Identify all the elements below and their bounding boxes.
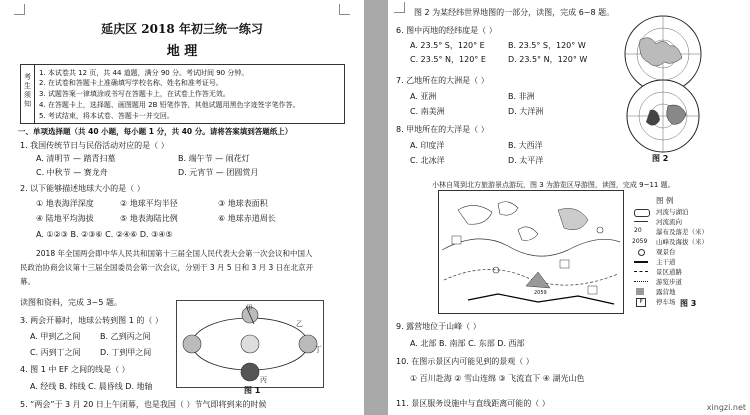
- question-2: 2. 以下能够描述地球大小的是（ ）: [20, 184, 145, 193]
- option-b: B. 乙到丙之间: [100, 332, 151, 341]
- passage-line: 民政治协商会议第十三届全国委员会第一次会议，分别于 3 月 5 日和 3 月 3 日在北京开: [20, 263, 314, 272]
- figure-3-intro: 小林自驾到北方旅游景点游玩，图 3 为游览区导游图，读图，完成 9~11 题。: [432, 181, 675, 189]
- crop-mark: [339, 4, 350, 15]
- option-a: A. 印度洋: [410, 141, 445, 150]
- question-10-choices: ① 百川赴海 ② 雪山连绵 ③ 飞流直下 ④ 湖光山色: [410, 374, 585, 383]
- legend-item: 游览步道: [656, 278, 682, 286]
- question-1: 1. 我国传统节日与民俗活动对应的是（ ）: [20, 141, 169, 150]
- option-d: D. 丁到甲之间: [100, 348, 152, 357]
- option-d: D. 大洋洲: [508, 107, 544, 116]
- legend-item: 河流流向: [656, 218, 682, 226]
- option-a: A. 23.5° S，120° E: [410, 41, 485, 50]
- river-flow-icon: [634, 221, 648, 222]
- statement-3: ③ 地球表面积: [218, 199, 268, 208]
- orbit-label-yi: 乙: [296, 320, 303, 328]
- legend-item: 露营地: [656, 288, 676, 296]
- scenic-road-icon: [634, 271, 648, 272]
- footpath-icon: [634, 281, 648, 282]
- legend-title: 图 例: [656, 196, 674, 205]
- figure-3-caption: 图 3: [680, 299, 697, 308]
- statement-5: ⑤ 地表海陆比例: [120, 214, 178, 223]
- option-b: B. 端午节 — 闹花灯: [178, 154, 250, 163]
- figure-2-intro: 图 2 为某经纬世界地图的一部分，读图，完成 6~8 题。: [414, 8, 615, 17]
- read-prompt: 读图和资料，完成 3~5 题。: [20, 298, 122, 307]
- question-4-choices: A. 经线 B. 纬线 C. 晨昏线 D. 地轴: [30, 382, 153, 391]
- option-c: C. 南美洲: [410, 107, 445, 116]
- waterfall-icon: 20: [634, 227, 642, 234]
- figure-1-caption: 图 1: [244, 386, 261, 395]
- left-page: [0, 0, 364, 415]
- option-d: D. 太平洋: [508, 156, 544, 165]
- section-heading: 一、单项选择题（共 40 小题，每小题 1 分，共 40 分。请将答案填到答题纸上）: [18, 127, 293, 136]
- question-9: 9. 露营地位于山峰（ ）: [396, 322, 481, 331]
- notice-line: 5. 考试结束，将本试卷、答题卡一并交回。: [39, 112, 174, 120]
- notice-line: 3. 试题答案一律填涂或书写在答题卡上，在试卷上作答无效。: [39, 90, 230, 98]
- question-2-choices: A. ①②③ B. ②③⑥ C. ②④⑥ D. ③④⑤: [36, 230, 173, 239]
- statement-6: ⑥ 地球赤道周长: [218, 214, 276, 223]
- question-6: 6. 图中丙地的经纬度是（ ）: [396, 26, 497, 35]
- scenic-map: [438, 190, 624, 314]
- legend-item: 瀑布及落差（米）: [656, 228, 708, 236]
- viewpoint-icon: [638, 249, 645, 256]
- legend-item: 河流与湖泊: [656, 208, 689, 216]
- statement-1: ① 地表海洋深度: [36, 199, 94, 208]
- subject-title: 地 理: [166, 44, 198, 59]
- option-b: B. 23.5° S，120° W: [508, 41, 586, 50]
- option-a: A. 甲到乙之间: [30, 332, 81, 341]
- legend-item: 山峰及海拔（米）: [656, 238, 708, 246]
- orbit-label-ding: 丁: [314, 345, 322, 354]
- notice-line: 4. 在答题卡上，选择题、画图题用 2B 铅笔作答，其他试题用黑色字迹签字笔作答。: [39, 101, 300, 109]
- exam-title: 延庆区 2018 年初三统一练习: [101, 22, 263, 36]
- orbit-figure: [176, 300, 324, 388]
- legend-item: 景区道路: [656, 268, 682, 276]
- mountain-peak-icon: 2059: [632, 238, 648, 245]
- orbit-label-bing: 丙: [260, 376, 267, 384]
- statement-2: ② 地球平均半径: [120, 199, 178, 208]
- option-b: B. 大西洋: [508, 141, 543, 150]
- legend-item: 主干道: [656, 258, 676, 266]
- option-c: C. 23.5° N，120° E: [410, 55, 486, 64]
- option-d: D. 23.5° N，120° W: [508, 55, 588, 64]
- question-3: 3. 两会开幕时，地球公转到图 1 的（ ）: [20, 316, 163, 325]
- option-c: C. 中秋节 — 赛龙舟: [36, 168, 108, 177]
- passage-line: 2018 年全国两会即中华人民共和国第十三届全国人民代表大会第一次会议和中国人: [36, 249, 313, 258]
- option-c: C. 北冰洋: [410, 156, 445, 165]
- figure-2-caption: 图 2: [652, 154, 669, 163]
- legend-item: 停车场: [656, 298, 676, 306]
- notice-box: [20, 64, 345, 124]
- orbit-label-jia: 甲: [246, 304, 253, 312]
- question-5: 5. “两会”于 3 月 20 日上午闭幕，也是我国（ ）节气即将到来的时候: [20, 400, 267, 409]
- globe-figure: [620, 14, 706, 154]
- question-10: 10. 在图示景区内可能见到的景观（ ）: [396, 357, 534, 366]
- lake-icon: [634, 209, 650, 217]
- option-d: D. 元宵节 — 团圆赏月: [178, 168, 259, 177]
- legend-item: 观景台: [656, 248, 676, 256]
- question-9-choices: A. 北部 B. 南部 C. 东部 D. 西部: [410, 339, 525, 348]
- parking-icon: P: [636, 298, 646, 307]
- option-c: C. 丙到丁之间: [30, 348, 81, 357]
- peak-elevation-label: 2059: [534, 290, 547, 296]
- question-7: 7. 乙地所在的大洲是（ ）: [396, 76, 489, 85]
- right-page: [388, 0, 750, 415]
- question-8: 8. 甲地所在的大洋是（ ）: [396, 125, 489, 134]
- main-road-icon: [634, 261, 648, 263]
- question-11: 11. 景区服务设施中与直线距离可能的（ ）: [396, 399, 550, 408]
- notice-line: 1. 本试卷共 12 页，共 44 道题，满分 90 分。考试时间 90 分钟。: [39, 69, 249, 77]
- notice-label: 考 生 须 知: [21, 65, 35, 123]
- option-a: A. 清明节 — 踏青扫墓: [36, 154, 116, 163]
- crop-mark: [14, 4, 25, 15]
- campsite-icon: [636, 288, 644, 295]
- passage-line: 幕。: [20, 277, 35, 286]
- option-a: A. 亚洲: [410, 92, 437, 101]
- watermark: xingzi.net: [706, 403, 746, 412]
- question-4: 4. 图 1 中 EF 之间的线是（ ）: [20, 365, 130, 374]
- option-b: B. 非洲: [508, 92, 535, 101]
- statement-4: ④ 陆地平均海拔: [36, 214, 94, 223]
- notice-line: 2. 在试卷和答题卡上准确填写学校名称、姓名和准考证号。: [39, 79, 223, 87]
- crop-mark: [394, 2, 405, 13]
